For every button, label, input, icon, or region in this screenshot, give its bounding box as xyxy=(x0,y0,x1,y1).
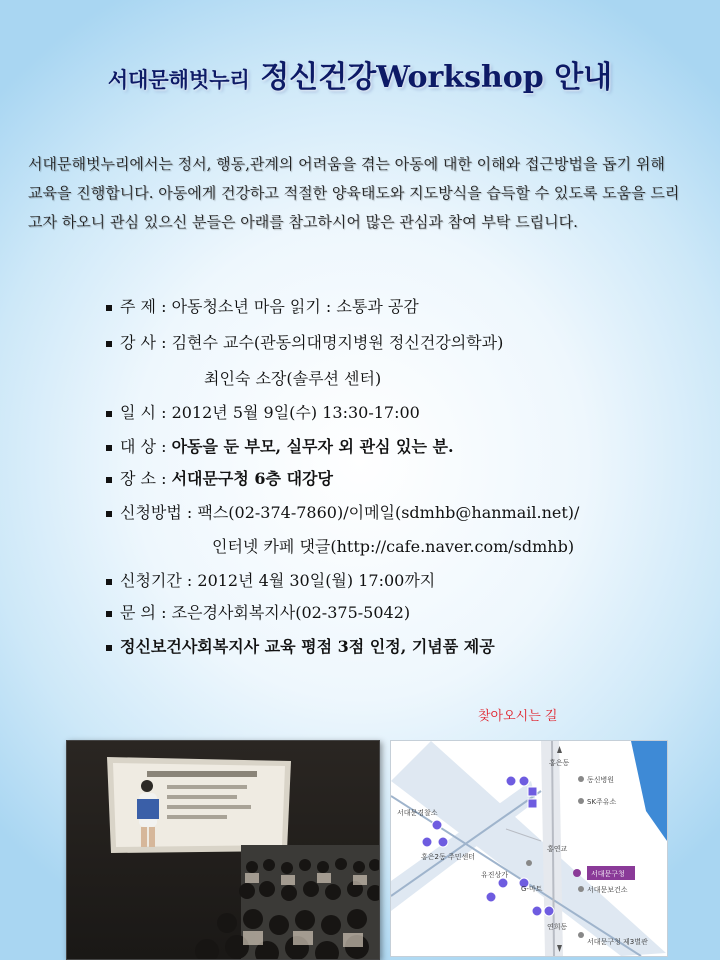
detail-apply-method-2: 인터넷 카페 댓글(http://cafe.naver.com/sdmhb) xyxy=(212,537,575,556)
map-label-yeonhui-gyo: 홍연교 xyxy=(547,845,568,853)
detail-label: 문 의 xyxy=(120,603,156,622)
workshop-photo-image xyxy=(67,741,379,959)
intro-line: 교육을 진행합니다. 아동에게 건강하고 적절한 양육태도와 지도방식을 습득할 수 있도록 도움을 드리 xyxy=(28,184,680,202)
detail-label: 강 사 xyxy=(120,333,156,352)
detail-label: 주 제 xyxy=(120,297,156,316)
detail-label: 일 시 xyxy=(120,403,156,422)
map-label-police: 서대문경찰소 xyxy=(397,809,438,817)
detail-lecturer-2: 최인숙 소장(솔루션 센터) xyxy=(204,369,382,388)
map-label-health: 서대문보건소 xyxy=(587,886,628,894)
map-label-dongsin: 동신병원 xyxy=(587,776,615,784)
detail-value: 팩스(02-374-7860)/이메일(sdmhb@hanmail.net)/ xyxy=(197,503,580,522)
bullet-icon xyxy=(106,305,112,311)
detail-label: 신청방법 xyxy=(120,503,182,522)
directions-label: 찾아오시는 길 xyxy=(478,709,558,724)
bullet-icon xyxy=(106,579,112,585)
bullet-icon xyxy=(106,411,112,417)
detail-label: 신청기간 xyxy=(120,571,182,590)
bullet-icon xyxy=(106,341,112,347)
map-label-hongeun: 홍은동 xyxy=(549,759,570,767)
map-label-gu-office: 서대문구청 xyxy=(591,870,625,878)
map-label-yeonhui: 연희동 xyxy=(547,923,568,931)
map-label-annex: 서대문구청 제3별관 xyxy=(587,938,648,946)
detail-label: 대 상 xyxy=(120,437,156,456)
detail-value: 정신보건사회복지사 교육 평점 3점 인정, 기념품 제공 xyxy=(120,637,495,656)
detail-value: 2012년 5월 9일(수) 13:30-17:00 xyxy=(171,403,420,422)
map-label-center: 홍은2동 주민센터 xyxy=(421,853,476,861)
detail-label: 장 소 xyxy=(120,469,156,488)
bullet-icon xyxy=(106,611,112,617)
detail-value: 조은경사회복지사(02-375-5042) xyxy=(171,603,411,622)
map-label-yujin: 유진상가 xyxy=(481,871,509,879)
bullet-icon xyxy=(106,511,112,517)
intro-paragraph xyxy=(28,150,698,237)
page-title xyxy=(0,52,720,96)
bullet-icon xyxy=(106,445,112,451)
workshop-photo xyxy=(66,740,380,960)
map-label-gmart: G-마트 xyxy=(521,885,543,893)
intro-line: 고자 하오니 관심 있으신 분들은 아래를 참고하시어 많은 관심과 참여 부탁 드립니다. xyxy=(28,213,578,231)
detail-value: 김현수 교수(관동의대명지병원 정신건강의학과) xyxy=(171,333,504,352)
intro-line: 서대문해벗누리에서는 정서, 행동,관계의 어려움을 겪는 아동에 대한 이해와 접근방법을 돕기 위해 xyxy=(28,155,665,173)
detail-value: 서대문구청 6층 대강당 xyxy=(171,469,333,488)
bullet-icon xyxy=(106,477,112,483)
map-label-sk: SK주유소 xyxy=(587,798,617,806)
detail-value: 아동청소년 마음 읽기 : 소통과 공감 xyxy=(171,297,419,316)
title-main: 정신건강Workshop 안내 xyxy=(260,60,613,95)
detail-value: 아동을 둔 부모, 실무자 외 관심 있는 분. xyxy=(171,437,454,456)
title-prefix: 서대문해벗누리 xyxy=(107,67,250,92)
directions-map xyxy=(390,740,668,957)
detail-value: 2012년 4월 30일(월) 17:00까지 xyxy=(197,571,436,590)
bullet-icon xyxy=(106,645,112,651)
